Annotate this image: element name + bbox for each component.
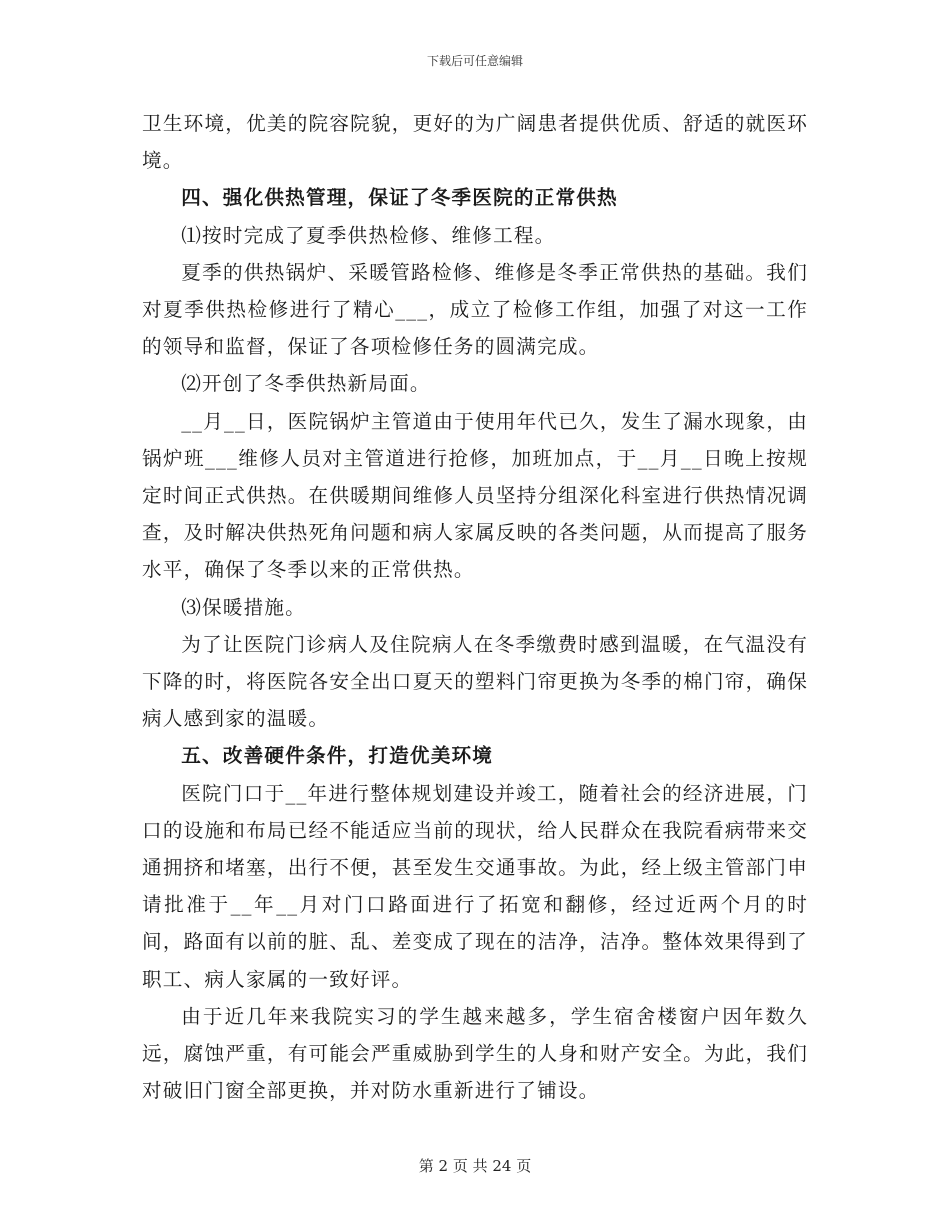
document-body	[142, 105, 808, 1109]
list-item-two: ⑵开创了冬季供热新局面。	[181, 372, 431, 396]
section-heading-four: 四、强化供热管理，保证了冬季医院的正常供热	[181, 186, 618, 210]
section-heading-five: 五、改善硬件条件，打造优美环境	[181, 744, 494, 768]
paragraph-dormitory-windows: 由于近几年来我院实习的学生越来越多，学生宿舍楼窗户因年数久远，腐蚀严重，有可能会严重威胁到学生的人身和财产安全。为此，我们对破旧门窗全部更换，并对防水重新进行了铺设。	[142, 1004, 808, 1103]
page-header-note: 下载后可任意编辑	[426, 54, 523, 68]
paragraph-summer-maintenance: 夏季的供热锅炉、采暖管路检修、维修是冬季正常供热的基础。我们对夏季供热检修进行了精心___，成立了检修工作组，加强了对这一工作的领导和监督，保证了各项检修任务的圆满完成。	[142, 260, 808, 359]
paragraph-entrance-renovation: 医院门口于__年进行整体规划建设并竣工，随着社会的经济进展，门口的设施和布局已经不能适应当前的现状，给人民群众在我院看病带来交通拥挤和堵塞，出行不便，甚至发生交通事故。为此，经上级主管部门申请批准于__年__月对门口路面进行了拓宽和翻修，经过近两个月的时间，路面有以前的脏、乱、差变成了现在的洁净，洁净。整体效果得到了职工、病人家属的一致好评。	[142, 781, 808, 991]
list-item-one: ⑴按时完成了夏季供热检修、维修工程。	[181, 223, 556, 247]
list-item-three: ⑶保暖措施。	[181, 595, 306, 619]
paragraph-winter-heating: __月__日，医院锅炉主管道由于使用年代已久，发生了漏水现象，由锅炉班___维修人员对主管道进行抢修，加班加点，于__月__日晚上按规定时间正式供热。在供暖期间维修人员坚持分组深化科室进行供热情况调查，及时解决供热死角问题和病人家属反映的各类问题，从而提高了服务水平，确保了冬季以来的正常供热。	[142, 409, 808, 582]
paragraph-continued: 卫生环境，优美的院容院貌，更好的为广阔患者提供优质、舒适的就医环境。	[142, 112, 808, 173]
paragraph-warmth-measures: 为了让医院门诊病人及住院病人在冬季缴费时感到温暖，在气温没有下降的时，将医院各安全出口夏天的塑料门帘更换为冬季的棉门帘，确保病人感到家的温暖。	[142, 632, 808, 731]
page-number: 第 2 页 共 24 页	[418, 1157, 532, 1175]
